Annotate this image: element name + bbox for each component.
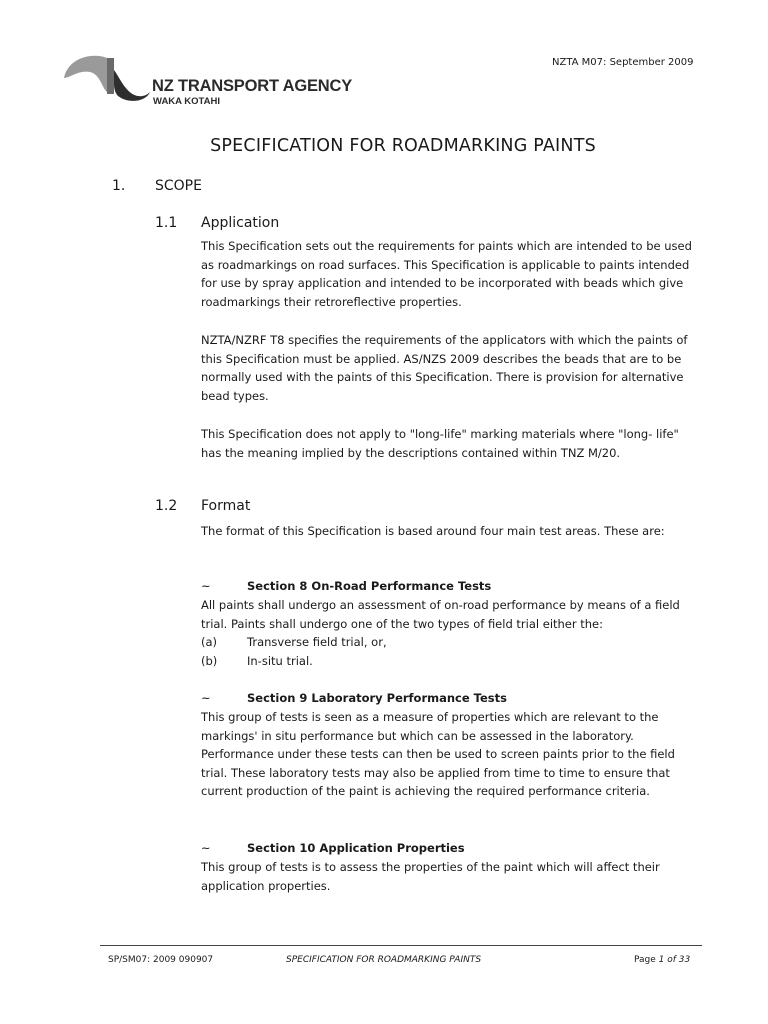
- agency-name: NZ TRANSPORT AGENCY: [152, 77, 353, 95]
- list-item-label: (b): [201, 654, 218, 668]
- list-item: [201, 633, 387, 652]
- page-of: 1 of 33: [658, 955, 691, 965]
- test-area-heading: [201, 577, 491, 596]
- page-title: SPECIFICATION FOR ROADMARKING PAINTS: [210, 136, 596, 156]
- document-reference: NZTA M07: September 2009: [552, 57, 694, 68]
- test-area-heading: [201, 839, 465, 858]
- agency-subtitle: WAKA KOTAHI: [153, 96, 221, 107]
- paragraph: This Specification does not apply to "long-life" marking materials where "long- life" has the meaning implied by the descriptions contained within TNZ M/20.: [201, 427, 679, 460]
- list-item-text: Transverse field trial, or,: [247, 635, 387, 649]
- test-area-title: Section 10 Application Properties: [247, 841, 465, 855]
- bullet-symbol: ~: [201, 579, 211, 593]
- bullet-symbol: ~: [201, 691, 211, 705]
- footer-divider: [100, 945, 702, 946]
- subsection-title: Format: [201, 498, 251, 514]
- list-item-label: (a): [201, 635, 218, 649]
- page-number: [634, 955, 690, 965]
- nzta-logo: [62, 48, 362, 107]
- paragraph: The format of this Specification is based around four main test areas. These are:: [201, 524, 665, 538]
- paragraph: This group of tests is seen as a measure of properties which are relevant to the markings' in situ performance but which can be assessed in the laboratory. Performance under these tests can then be used to screen paints prior to the field trial. These laboratory tests may also be applied from time to time to ensure that current production of the paint is achieving the required performance criteria.: [201, 710, 675, 799]
- footer-title: SPECIFICATION FOR ROADMARKING PAINTS: [286, 955, 482, 965]
- paragraph: This Specification sets out the requirements for paints which are intended to be used as roadmarkings on road surfaces. This Specification is applicable to paints intended for use by spray application and intended to be incorporated with beads which give roadmarkings their retroreflective properties.: [201, 239, 692, 309]
- page-label: Page: [634, 955, 656, 965]
- subsection-number: 1.2: [155, 498, 178, 514]
- paragraph: NZTA/NZRF T8 specifies the requirements of the applicators with which the paints of this Specification must be applied. AS/NZS 2009 describes the beads that are to be normally used with the paints of this Specification. There is provision for alternative bead types.: [201, 333, 688, 403]
- paragraph: This group of tests is to assess the properties of the paint which will affect their application properties.: [201, 860, 660, 893]
- paragraph: All paints shall undergo an assessment of on-road performance by means of a field trial. Paints shall undergo one of the two types of field trial either the:: [201, 598, 680, 631]
- nzta-logo-mark-icon: [62, 48, 152, 104]
- test-area-title: Section 8 On-Road Performance Tests: [247, 579, 492, 593]
- bullet-symbol: ~: [201, 841, 211, 855]
- subsection-number: 1.1: [155, 215, 178, 231]
- footer-doc-code: SP/SM07: 2009 090907: [108, 955, 214, 965]
- list-item-text: In-situ trial.: [247, 654, 313, 668]
- test-area-heading: [201, 689, 507, 708]
- subsection-title: Application: [201, 215, 280, 231]
- section-title: SCOPE: [155, 178, 202, 194]
- list-item: [201, 652, 313, 671]
- test-area-title: Section 9 Laboratory Performance Tests: [247, 691, 507, 705]
- section-number: 1.: [112, 178, 126, 194]
